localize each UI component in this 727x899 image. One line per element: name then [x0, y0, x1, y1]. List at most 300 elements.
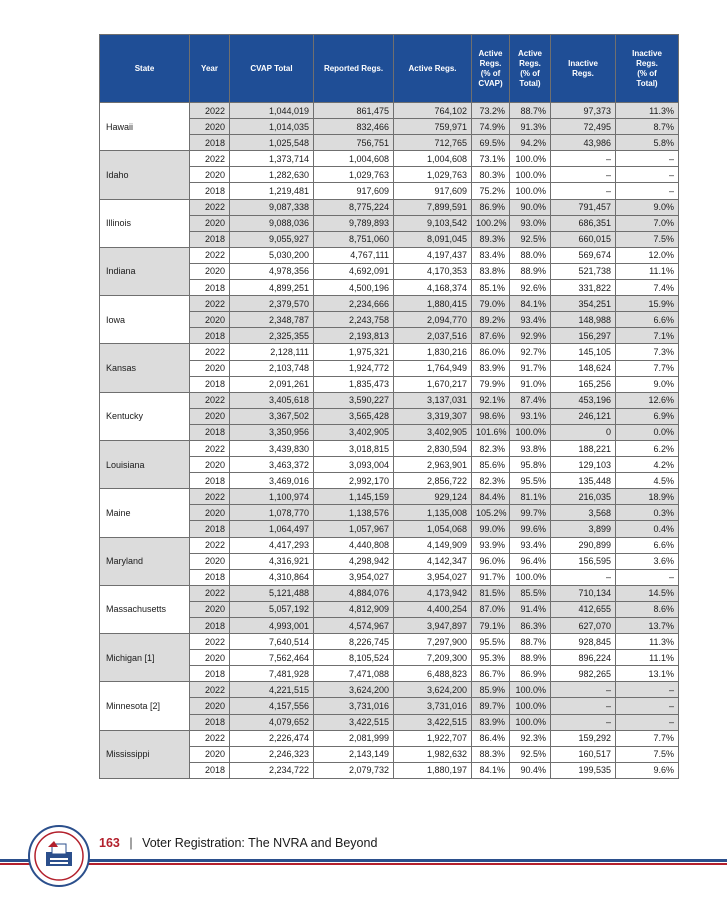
- value-cell: 98.6%: [472, 408, 510, 424]
- value-cell: 87.6%: [472, 328, 510, 344]
- value-cell: 354,251: [551, 296, 616, 312]
- year-cell: 2018: [190, 231, 230, 247]
- value-cell: 8,751,060: [314, 231, 394, 247]
- value-cell: 145,105: [551, 344, 616, 360]
- value-cell: 1,135,008: [394, 505, 472, 521]
- value-cell: 88.7%: [510, 103, 551, 119]
- year-cell: 2018: [190, 762, 230, 778]
- value-cell: 8,091,045: [394, 231, 472, 247]
- value-cell: 756,751: [314, 135, 394, 151]
- value-cell: 91.0%: [510, 376, 551, 392]
- year-cell: 2018: [190, 183, 230, 199]
- value-cell: 12.6%: [616, 392, 679, 408]
- year-cell: 2020: [190, 408, 230, 424]
- state-cell: Michigan [1]: [100, 634, 190, 682]
- value-cell: –: [551, 183, 616, 199]
- value-cell: 1,145,159: [314, 489, 394, 505]
- value-cell: 710,134: [551, 585, 616, 601]
- state-group: [100, 585, 679, 633]
- year-cell: 2022: [190, 682, 230, 698]
- value-cell: 84.4%: [472, 489, 510, 505]
- value-cell: 1,029,763: [314, 167, 394, 183]
- value-cell: 90.4%: [510, 762, 551, 778]
- value-cell: 4.2%: [616, 457, 679, 473]
- value-cell: 2,856,722: [394, 473, 472, 489]
- value-cell: 3,463,372: [230, 457, 314, 473]
- value-cell: 75.2%: [472, 183, 510, 199]
- value-cell: 1,054,068: [394, 521, 472, 537]
- value-cell: –: [551, 698, 616, 714]
- value-cell: 7.1%: [616, 328, 679, 344]
- value-cell: 791,457: [551, 199, 616, 215]
- value-cell: 0.0%: [616, 424, 679, 440]
- column-header: Active Regs. (% of CVAP): [472, 35, 510, 103]
- year-cell: 2018: [190, 328, 230, 344]
- value-cell: 86.0%: [472, 344, 510, 360]
- value-cell: 0.4%: [616, 521, 679, 537]
- value-cell: 7,899,591: [394, 199, 472, 215]
- value-cell: 89.7%: [472, 698, 510, 714]
- value-cell: 1,078,770: [230, 505, 314, 521]
- value-cell: 2,193,813: [314, 328, 394, 344]
- value-cell: 290,899: [551, 537, 616, 553]
- value-cell: 331,822: [551, 280, 616, 296]
- value-cell: 74.9%: [472, 119, 510, 135]
- state-cell: Iowa: [100, 296, 190, 344]
- year-cell: 2022: [190, 344, 230, 360]
- value-cell: 88.9%: [510, 263, 551, 279]
- value-cell: 12.0%: [616, 247, 679, 263]
- value-cell: 9.0%: [616, 199, 679, 215]
- table-row: [100, 392, 679, 408]
- value-cell: 1,057,967: [314, 521, 394, 537]
- value-cell: 199,535: [551, 762, 616, 778]
- value-cell: 91.7%: [472, 569, 510, 585]
- year-cell: 2020: [190, 601, 230, 617]
- value-cell: 2,830,594: [394, 440, 472, 456]
- value-cell: 100.0%: [510, 183, 551, 199]
- column-header: CVAP Total: [230, 35, 314, 103]
- value-cell: 6.2%: [616, 440, 679, 456]
- value-cell: 4,978,356: [230, 263, 314, 279]
- value-cell: 2,037,516: [394, 328, 472, 344]
- value-cell: 89.2%: [472, 312, 510, 328]
- value-cell: 85.5%: [510, 585, 551, 601]
- value-cell: 86.3%: [510, 618, 551, 634]
- value-cell: 82.3%: [472, 473, 510, 489]
- value-cell: 14.5%: [616, 585, 679, 601]
- value-cell: 3,565,428: [314, 408, 394, 424]
- value-cell: 2,128,111: [230, 344, 314, 360]
- state-group: [100, 199, 679, 247]
- value-cell: 1,835,473: [314, 376, 394, 392]
- value-cell: 8,226,745: [314, 634, 394, 650]
- year-cell: 2018: [190, 714, 230, 730]
- value-cell: 7.4%: [616, 280, 679, 296]
- value-cell: 188,221: [551, 440, 616, 456]
- value-cell: 4,170,353: [394, 263, 472, 279]
- table-row: [100, 103, 679, 119]
- value-cell: –: [616, 167, 679, 183]
- value-cell: 9,088,036: [230, 215, 314, 231]
- value-cell: 95.8%: [510, 457, 551, 473]
- value-cell: 99.7%: [510, 505, 551, 521]
- value-cell: 6.6%: [616, 537, 679, 553]
- value-cell: 4,173,942: [394, 585, 472, 601]
- value-cell: 89.3%: [472, 231, 510, 247]
- value-cell: 9,789,893: [314, 215, 394, 231]
- year-cell: 2022: [190, 151, 230, 167]
- year-cell: 2020: [190, 167, 230, 183]
- value-cell: 4,692,091: [314, 263, 394, 279]
- value-cell: 95.5%: [510, 473, 551, 489]
- value-cell: 2,143,149: [314, 746, 394, 762]
- year-cell: 2020: [190, 553, 230, 569]
- value-cell: 3,947,897: [394, 618, 472, 634]
- table-row: [100, 682, 679, 698]
- value-cell: 3,402,905: [314, 424, 394, 440]
- value-cell: 3,422,515: [314, 714, 394, 730]
- document-title: Voter Registration: The NVRA and Beyond: [142, 836, 378, 850]
- value-cell: 4,767,111: [314, 247, 394, 263]
- value-cell: 3,319,307: [394, 408, 472, 424]
- value-cell: 2,348,787: [230, 312, 314, 328]
- year-cell: 2018: [190, 618, 230, 634]
- year-cell: 2020: [190, 215, 230, 231]
- value-cell: 79.9%: [472, 376, 510, 392]
- column-header: Active Regs.: [394, 35, 472, 103]
- value-cell: 6,488,823: [394, 666, 472, 682]
- value-cell: 9.0%: [616, 376, 679, 392]
- value-cell: –: [616, 569, 679, 585]
- year-cell: 2018: [190, 521, 230, 537]
- year-cell: 2018: [190, 424, 230, 440]
- table-row: [100, 537, 679, 553]
- value-cell: 79.0%: [472, 296, 510, 312]
- page-number: 163: [99, 836, 120, 850]
- value-cell: 712,765: [394, 135, 472, 151]
- value-cell: 96.0%: [472, 553, 510, 569]
- value-cell: –: [616, 151, 679, 167]
- footer-rule-red: [0, 863, 727, 865]
- value-cell: –: [551, 682, 616, 698]
- value-cell: 3,731,016: [394, 698, 472, 714]
- state-cell: Maryland: [100, 537, 190, 585]
- value-cell: 88.7%: [510, 634, 551, 650]
- value-cell: 929,124: [394, 489, 472, 505]
- value-cell: 18.9%: [616, 489, 679, 505]
- table-row: [100, 489, 679, 505]
- value-cell: 8,775,224: [314, 199, 394, 215]
- year-cell: 2022: [190, 296, 230, 312]
- year-cell: 2020: [190, 119, 230, 135]
- state-group: [100, 103, 679, 151]
- value-cell: –: [551, 714, 616, 730]
- value-cell: 8,105,524: [314, 650, 394, 666]
- year-cell: 2022: [190, 585, 230, 601]
- state-group: [100, 537, 679, 585]
- value-cell: 88.3%: [472, 746, 510, 762]
- value-cell: 7,297,900: [394, 634, 472, 650]
- value-cell: –: [616, 714, 679, 730]
- value-cell: 100.0%: [510, 714, 551, 730]
- state-group: [100, 634, 679, 682]
- value-cell: 1,044,019: [230, 103, 314, 119]
- value-cell: 2,094,770: [394, 312, 472, 328]
- value-cell: –: [616, 682, 679, 698]
- value-cell: 7.0%: [616, 215, 679, 231]
- value-cell: 100.2%: [472, 215, 510, 231]
- year-cell: 2020: [190, 505, 230, 521]
- value-cell: 92.9%: [510, 328, 551, 344]
- footer-separator: |: [129, 836, 133, 850]
- value-cell: 627,070: [551, 618, 616, 634]
- value-cell: 92.3%: [510, 730, 551, 746]
- value-cell: 1,924,772: [314, 360, 394, 376]
- value-cell: 100.0%: [510, 682, 551, 698]
- year-cell: 2018: [190, 569, 230, 585]
- value-cell: 660,015: [551, 231, 616, 247]
- value-cell: 72,495: [551, 119, 616, 135]
- table-row: [100, 344, 679, 360]
- value-cell: 2,325,355: [230, 328, 314, 344]
- value-cell: 3,350,956: [230, 424, 314, 440]
- value-cell: 982,265: [551, 666, 616, 682]
- value-cell: 3,954,027: [394, 569, 472, 585]
- value-cell: 100.0%: [510, 698, 551, 714]
- year-cell: 2022: [190, 489, 230, 505]
- year-cell: 2020: [190, 746, 230, 762]
- value-cell: 85.6%: [472, 457, 510, 473]
- state-cell: Kentucky: [100, 392, 190, 440]
- year-cell: 2018: [190, 666, 230, 682]
- value-cell: 2,243,758: [314, 312, 394, 328]
- value-cell: 917,609: [394, 183, 472, 199]
- value-cell: 100.0%: [510, 167, 551, 183]
- state-cell: Illinois: [100, 199, 190, 247]
- value-cell: 92.6%: [510, 280, 551, 296]
- value-cell: 88.0%: [510, 247, 551, 263]
- state-group: [100, 682, 679, 730]
- state-group: [100, 247, 679, 295]
- value-cell: 7,640,514: [230, 634, 314, 650]
- value-cell: 4,417,293: [230, 537, 314, 553]
- table-row: [100, 440, 679, 456]
- value-cell: 764,102: [394, 103, 472, 119]
- value-cell: –: [551, 569, 616, 585]
- value-cell: 86.4%: [472, 730, 510, 746]
- value-cell: 87.4%: [510, 392, 551, 408]
- value-cell: 105.2%: [472, 505, 510, 521]
- value-cell: 2,379,570: [230, 296, 314, 312]
- value-cell: 1,014,035: [230, 119, 314, 135]
- value-cell: 83.9%: [472, 714, 510, 730]
- value-cell: 1,982,632: [394, 746, 472, 762]
- value-cell: 2,103,748: [230, 360, 314, 376]
- value-cell: 8.6%: [616, 601, 679, 617]
- value-cell: 3,624,200: [314, 682, 394, 698]
- value-cell: 93.8%: [510, 440, 551, 456]
- value-cell: 1,373,714: [230, 151, 314, 167]
- state-group: [100, 440, 679, 488]
- value-cell: 4,884,076: [314, 585, 394, 601]
- state-cell: Minnesota [2]: [100, 682, 190, 730]
- value-cell: 95.5%: [472, 634, 510, 650]
- value-cell: 159,292: [551, 730, 616, 746]
- value-cell: 73.1%: [472, 151, 510, 167]
- value-cell: 4.5%: [616, 473, 679, 489]
- value-cell: 135,448: [551, 473, 616, 489]
- value-cell: 2,081,999: [314, 730, 394, 746]
- value-cell: 4,812,909: [314, 601, 394, 617]
- value-cell: 4,310,864: [230, 569, 314, 585]
- value-cell: 917,609: [314, 183, 394, 199]
- state-group: [100, 344, 679, 392]
- value-cell: –: [551, 167, 616, 183]
- value-cell: 1,880,415: [394, 296, 472, 312]
- value-cell: 9,087,338: [230, 199, 314, 215]
- value-cell: 100.0%: [510, 569, 551, 585]
- year-cell: 2018: [190, 376, 230, 392]
- value-cell: 3,422,515: [394, 714, 472, 730]
- value-cell: 84.1%: [472, 762, 510, 778]
- value-cell: 7,481,928: [230, 666, 314, 682]
- value-cell: 86.9%: [472, 199, 510, 215]
- value-cell: 85.1%: [472, 280, 510, 296]
- year-cell: 2022: [190, 634, 230, 650]
- value-cell: 521,738: [551, 263, 616, 279]
- value-cell: 81.5%: [472, 585, 510, 601]
- value-cell: –: [616, 183, 679, 199]
- state-cell: Kansas: [100, 344, 190, 392]
- value-cell: 96.4%: [510, 553, 551, 569]
- state-cell: Massachusetts: [100, 585, 190, 633]
- value-cell: 13.1%: [616, 666, 679, 682]
- value-cell: 87.0%: [472, 601, 510, 617]
- table-row: [100, 151, 679, 167]
- value-cell: 90.0%: [510, 199, 551, 215]
- column-header: Active Regs. (% of Total): [510, 35, 551, 103]
- value-cell: 4,157,556: [230, 698, 314, 714]
- state-group: [100, 151, 679, 199]
- value-cell: 1,029,763: [394, 167, 472, 183]
- value-cell: 93.4%: [510, 312, 551, 328]
- value-cell: 2,226,474: [230, 730, 314, 746]
- table-row: [100, 199, 679, 215]
- value-cell: 94.2%: [510, 135, 551, 151]
- value-cell: 165,256: [551, 376, 616, 392]
- value-cell: 4,899,251: [230, 280, 314, 296]
- value-cell: 97,373: [551, 103, 616, 119]
- value-cell: 92.5%: [510, 746, 551, 762]
- column-header: Reported Regs.: [314, 35, 394, 103]
- commission-seal-icon: [28, 825, 90, 887]
- value-cell: 1,064,497: [230, 521, 314, 537]
- page-footer: [99, 836, 377, 850]
- year-cell: 2018: [190, 473, 230, 489]
- value-cell: 1,219,481: [230, 183, 314, 199]
- value-cell: 832,466: [314, 119, 394, 135]
- value-cell: 1,004,608: [314, 151, 394, 167]
- value-cell: 91.7%: [510, 360, 551, 376]
- year-cell: 2020: [190, 457, 230, 473]
- value-cell: 3,137,031: [394, 392, 472, 408]
- value-cell: 3,954,027: [314, 569, 394, 585]
- value-cell: 4,993,001: [230, 618, 314, 634]
- value-cell: 9,055,927: [230, 231, 314, 247]
- year-cell: 2022: [190, 730, 230, 746]
- value-cell: 453,196: [551, 392, 616, 408]
- value-cell: 2,079,732: [314, 762, 394, 778]
- value-cell: 6.6%: [616, 312, 679, 328]
- value-cell: 73.2%: [472, 103, 510, 119]
- value-cell: 2,091,261: [230, 376, 314, 392]
- value-cell: –: [616, 698, 679, 714]
- value-cell: 4,500,196: [314, 280, 394, 296]
- value-cell: 7,471,088: [314, 666, 394, 682]
- year-cell: 2022: [190, 392, 230, 408]
- value-cell: 4,316,921: [230, 553, 314, 569]
- state-cell: Maine: [100, 489, 190, 537]
- value-cell: 3,093,004: [314, 457, 394, 473]
- value-cell: 83.4%: [472, 247, 510, 263]
- table-row: [100, 634, 679, 650]
- table-header: [100, 35, 679, 103]
- value-cell: 15.9%: [616, 296, 679, 312]
- year-cell: 2022: [190, 537, 230, 553]
- year-cell: 2020: [190, 650, 230, 666]
- value-cell: 148,624: [551, 360, 616, 376]
- value-cell: 5,121,488: [230, 585, 314, 601]
- value-cell: 412,655: [551, 601, 616, 617]
- table-row: [100, 296, 679, 312]
- value-cell: 13.7%: [616, 618, 679, 634]
- value-cell: 69.5%: [472, 135, 510, 151]
- column-header: State: [100, 35, 190, 103]
- value-cell: 80.3%: [472, 167, 510, 183]
- value-cell: 1,880,197: [394, 762, 472, 778]
- value-cell: 11.1%: [616, 263, 679, 279]
- value-cell: 3,367,502: [230, 408, 314, 424]
- value-cell: 1,138,576: [314, 505, 394, 521]
- state-group: [100, 489, 679, 537]
- year-cell: 2022: [190, 247, 230, 263]
- value-cell: 928,845: [551, 634, 616, 650]
- value-cell: 8.7%: [616, 119, 679, 135]
- value-cell: 3,439,830: [230, 440, 314, 456]
- value-cell: 7.5%: [616, 231, 679, 247]
- value-cell: 1,100,974: [230, 489, 314, 505]
- value-cell: 7,209,300: [394, 650, 472, 666]
- value-cell: 84.1%: [510, 296, 551, 312]
- value-cell: 11.3%: [616, 634, 679, 650]
- value-cell: 3,624,200: [394, 682, 472, 698]
- value-cell: 3,469,016: [230, 473, 314, 489]
- year-cell: 2020: [190, 263, 230, 279]
- value-cell: 5,030,200: [230, 247, 314, 263]
- value-cell: 2,246,323: [230, 746, 314, 762]
- value-cell: 83.8%: [472, 263, 510, 279]
- value-cell: 686,351: [551, 215, 616, 231]
- value-cell: 0.3%: [616, 505, 679, 521]
- value-cell: 4,168,374: [394, 280, 472, 296]
- value-cell: 99.0%: [472, 521, 510, 537]
- year-cell: 2022: [190, 440, 230, 456]
- table-row: [100, 730, 679, 746]
- value-cell: 4,221,515: [230, 682, 314, 698]
- year-cell: 2018: [190, 135, 230, 151]
- state-cell: Indiana: [100, 247, 190, 295]
